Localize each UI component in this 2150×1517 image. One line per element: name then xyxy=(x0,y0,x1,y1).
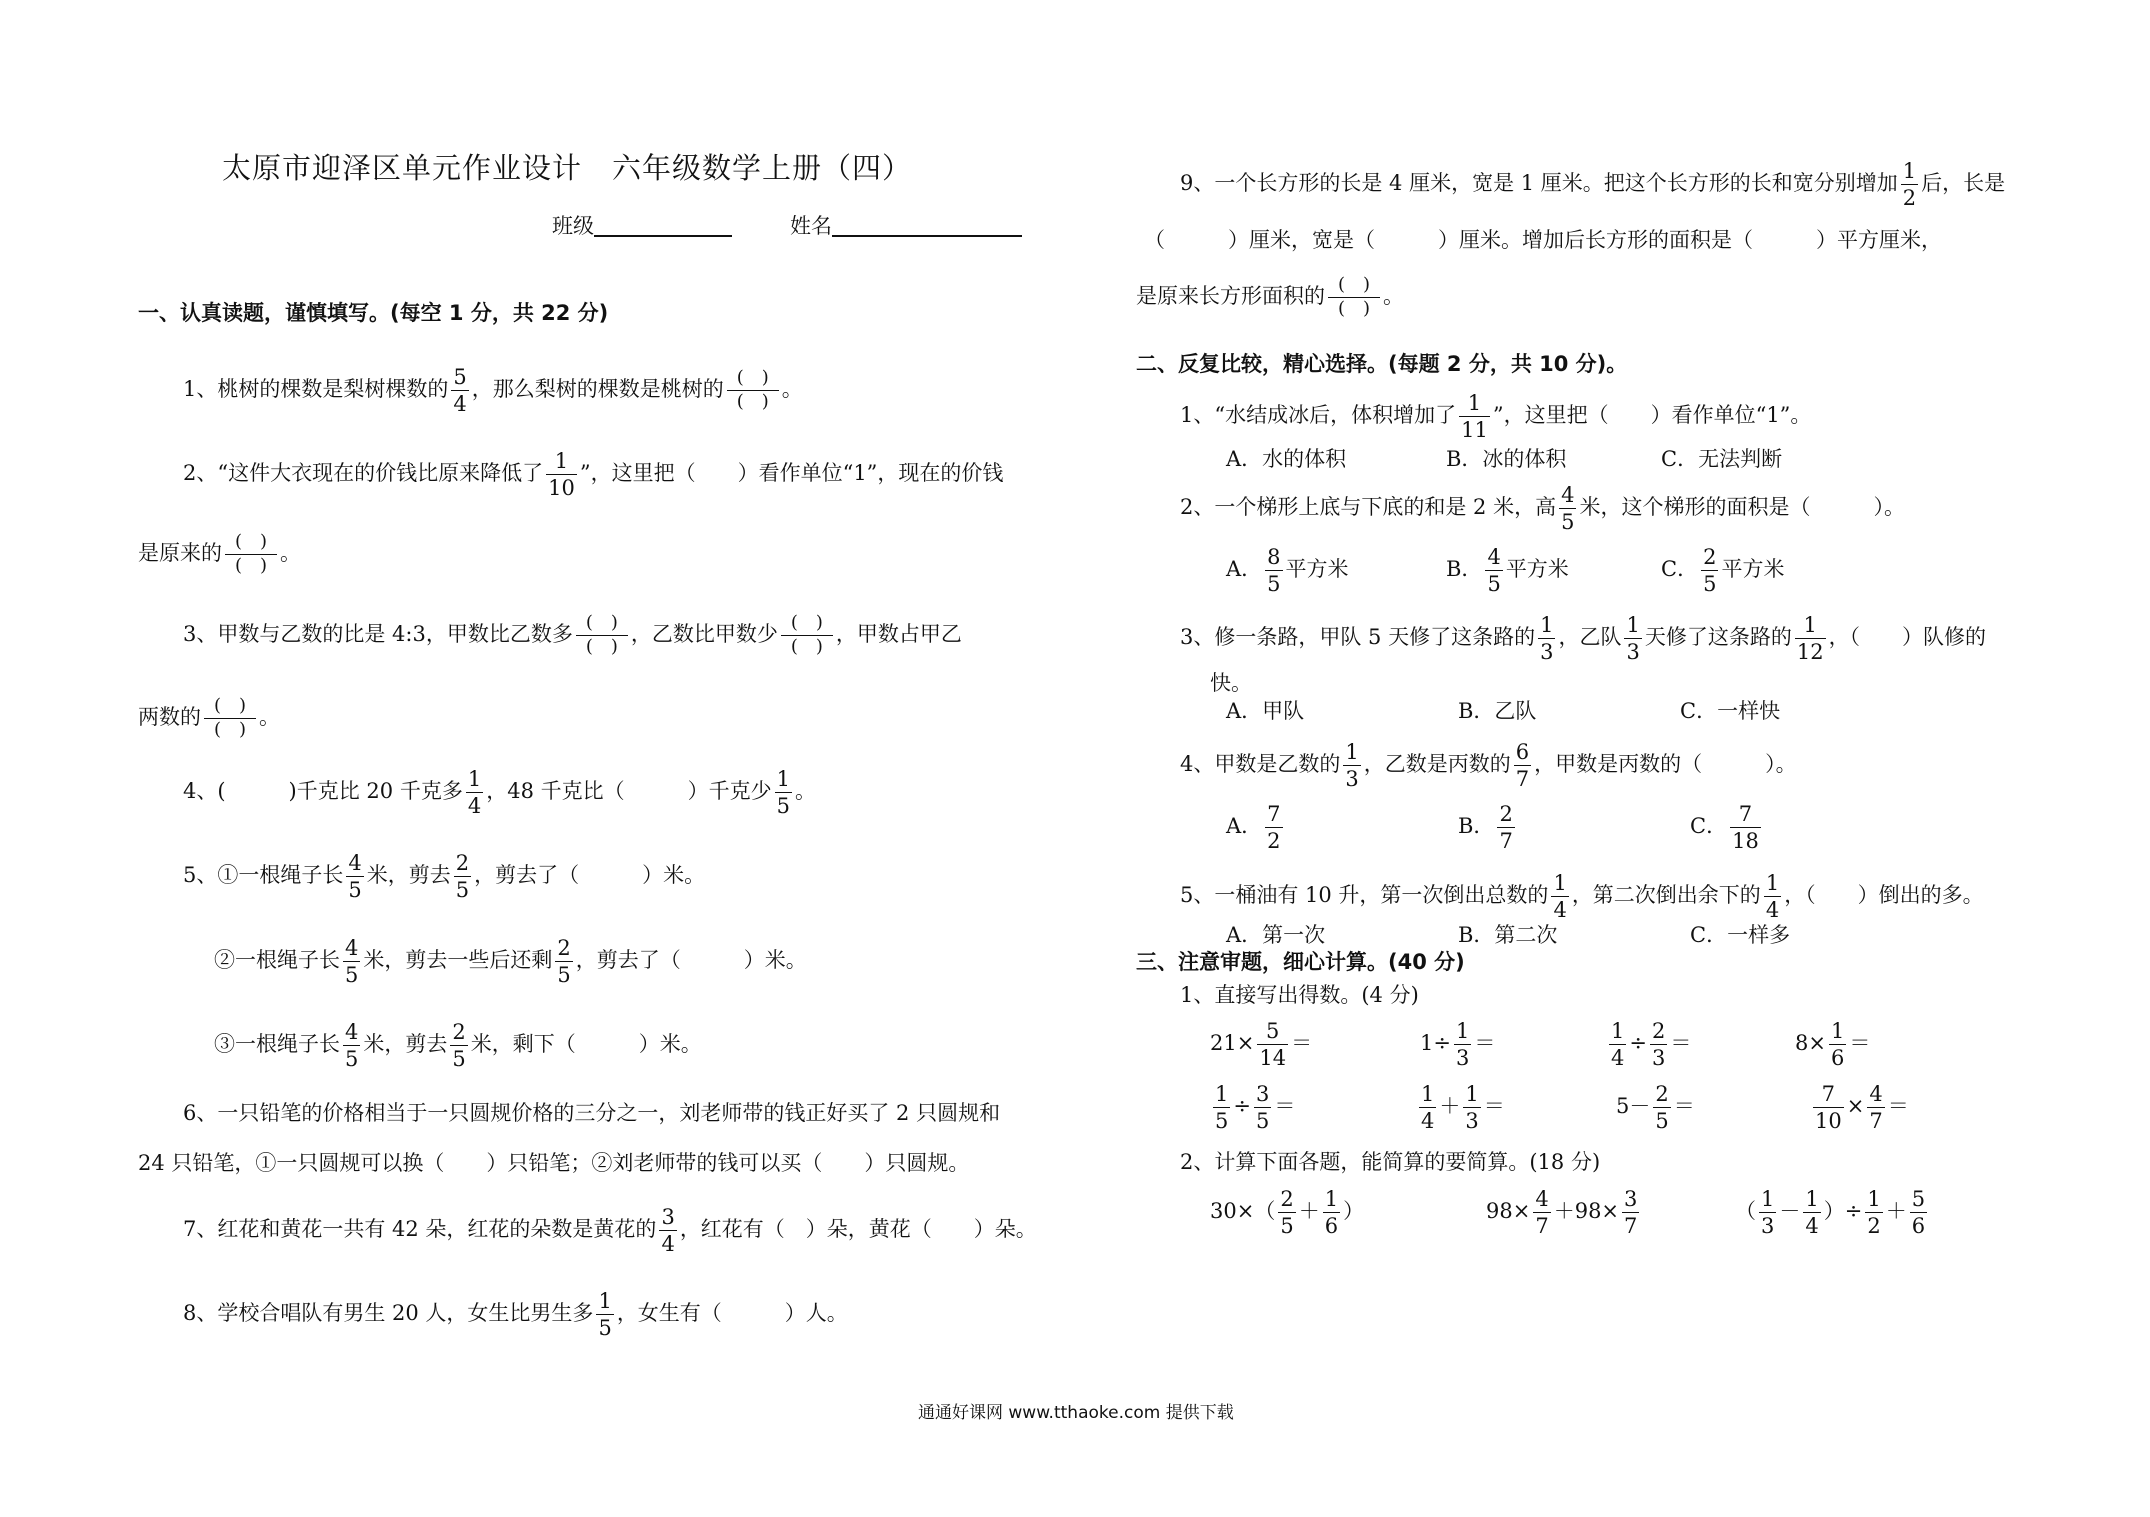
calculation-1: 30×（ $\frac{2}{5}$ ＋ $\frac{1}{6}$ ） xyxy=(1210,1187,1365,1239)
question-2-3: 3、修一条路，甲队 5 天修了这条路的 $\frac{1}{3}$ ，乙队 $\frac{1}{3}$ 天修了这条路的 $\frac{1}{12}$ ，（ ）队修的 xyxy=(1180,613,1987,665)
question-1-6: 6、一只铅笔的价格相当于一只圆规价格的三分之一，刘老师带的钱正好买了 2 只圆规和 xyxy=(183,1101,1001,1125)
calculation-3: （ $\frac{1}{3}$ － $\frac{1}{4}$ ）÷ $\frac{1}{2}$ ＋ $\frac{5}{6}$ xyxy=(1735,1187,1926,1239)
question-1-9-line2: （ ）厘米，宽是（ ）厘米。增加后长方形的面积是（ ）平方厘米， xyxy=(1144,228,1942,252)
answer-blank[interactable]: ( ) ( ) xyxy=(576,614,628,657)
expression-7: 5－ $\frac{2}{5}$ ＝ xyxy=(1616,1082,1695,1134)
question-2-3-option-a[interactable]: A．甲队 xyxy=(1226,699,1305,723)
question-1-2: 2、“这件大衣现在的价钱比原来降低了 $\frac{1}{10}$ ”，这里把（ ）看作单位“1”，现在的价钱 xyxy=(183,449,1004,501)
question-1-6-line2: 24 只铅笔，①一只圆规可以换（ ）只铅笔；②刘老师带的钱可以买（ ）只圆规。 xyxy=(138,1151,970,1175)
section2-heading: 二、反复比较，精心选择。(每题 2 分，共 10 分)。 xyxy=(1136,352,1628,376)
expression-3: $\frac{1}{4}$ ÷ $\frac{2}{3}$ ＝ xyxy=(1611,1019,1692,1071)
answer-blank[interactable]: ( ) ( ) xyxy=(727,369,779,412)
question-2-4-option-c[interactable]: C． $\frac{7}{18}$ xyxy=(1690,802,1759,854)
fraction: $\frac{4}{5}$ xyxy=(345,1020,359,1072)
question-2-3-option-b[interactable]: B．乙队 xyxy=(1458,699,1537,723)
expression-5: $\frac{1}{5}$ ÷ $\frac{3}{5}$ ＝ xyxy=(1215,1082,1296,1134)
fraction: $\frac{1}{11}$ xyxy=(1461,391,1488,443)
fraction: $\frac{2}{5}$ xyxy=(455,851,470,903)
fraction: $\frac{1}{5}$ xyxy=(598,1289,612,1341)
fraction: $\frac{4}{5}$ xyxy=(345,936,359,988)
answer-blank[interactable]: ( ) ( ) xyxy=(1328,276,1380,319)
page-title: 太原市迎泽区单元作业设计 六年级数学上册（四） xyxy=(222,151,913,185)
question-2-2: 2、一个梯形上底与下底的和是 2 米，高 $\frac{4}{5}$ 米，这个梯形的面积是（ ）。 xyxy=(1180,483,1905,535)
question-1-9-line3: 是原来长方形面积的 ( ) ( ) 。 xyxy=(1136,274,1404,319)
answer-blank[interactable]: ( ) ( ) xyxy=(225,533,277,576)
class-blank[interactable] xyxy=(594,213,732,237)
name-label: 姓名 xyxy=(790,214,832,238)
answer-blank[interactable]: ( ) ( ) xyxy=(781,614,833,657)
question-2-4: 4、甲数是乙数的 $\frac{1}{3}$ ，乙数是丙数的 $\frac{6}{7}$ ，甲数是丙数的（ ）。 xyxy=(1180,740,1797,792)
question-2-1-option-a[interactable]: A．水的体积 xyxy=(1226,447,1347,471)
question-2-2-option-a[interactable]: A． $\frac{8}{5}$ 平方米 xyxy=(1226,545,1349,597)
question-2-5-option-a[interactable]: A．第一次 xyxy=(1226,923,1326,947)
question-1-9: 9、一个长方形的长是 4 厘米，宽是 1 厘米。把这个长方形的长和宽分别增加 $\frac{1}{2}$ 后，长是 xyxy=(1180,159,2006,211)
question-2-4-option-b[interactable]: B． $\frac{2}{7}$ xyxy=(1458,802,1513,854)
fraction: $\frac{1}{10}$ xyxy=(548,449,575,501)
section3-heading: 三、注意审题，细心计算。(40 分) xyxy=(1136,950,1465,974)
question-2-2-option-c[interactable]: C． $\frac{2}{5}$ 平方米 xyxy=(1661,545,1785,597)
fraction: $\frac{4}{5}$ xyxy=(1561,483,1575,535)
class-field xyxy=(552,213,732,237)
fraction: $\frac{3}{4}$ xyxy=(661,1205,675,1257)
name-blank[interactable] xyxy=(832,213,1022,237)
question-1-4: 4、( )千克比 20 千克多 $\frac{1}{4}$ ，48 千克比（ ）千克少 $\frac{1}{5}$ 。 xyxy=(183,767,816,819)
expression-4: 8× $\frac{1}{6}$ ＝ xyxy=(1795,1019,1871,1071)
question-1-7: 7、红花和黄花一共有 42 朵，红花的朵数是黄花的 $\frac{3}{4}$ ，红花有（ ）朵，黄花（ ）朵。 xyxy=(183,1205,1037,1257)
name-field xyxy=(790,213,1022,237)
question-2-5-option-b[interactable]: B．第二次 xyxy=(1458,923,1558,947)
section3-sub2: 2、计算下面各题，能简算的要简算。(18 分) xyxy=(1180,1150,1601,1174)
question-1-5-a: 5、①一根绳子长 $\frac{4}{5}$ 米，剪去 $\frac{2}{5}$ ，剪去了（ ）米。 xyxy=(183,851,706,903)
section3-sub1: 1、直接写出得数。(4 分) xyxy=(1180,983,1419,1007)
question-2-1-option-c[interactable]: C．无法判断 xyxy=(1661,447,1783,471)
expression-2: 1÷ $\frac{1}{3}$ ＝ xyxy=(1420,1019,1496,1071)
question-1-8: 8、学校合唱队有男生 20 人，女生比男生多 $\frac{1}{5}$ ，女生有（ ）人。 xyxy=(183,1289,848,1341)
question-2-3-line2: 快。 xyxy=(1210,671,1252,695)
calculation-2: 98× $\frac{4}{7}$ ＋98× $\frac{3}{7}$ xyxy=(1486,1187,1638,1239)
question-2-5-option-c[interactable]: C．一样多 xyxy=(1690,923,1791,947)
fraction: $\frac{1}{5}$ xyxy=(776,767,790,819)
fraction: $\frac{2}{5}$ xyxy=(557,936,571,988)
fraction: $\frac{5}{4}$ xyxy=(453,365,467,417)
question-2-1: 1、“水结成冰后，体积增加了 $\frac{1}{11}$ ”，这里把（ ）看作单位“1”。 xyxy=(1180,391,1812,443)
question-2-1-option-b[interactable]: B．冰的体积 xyxy=(1446,447,1567,471)
question-2-2-option-b[interactable]: B． $\frac{4}{5}$ 平方米 xyxy=(1446,545,1569,597)
answer-blank[interactable]: ( ) ( ) xyxy=(204,697,256,740)
question-1-5-c: ③一根绳子长 $\frac{4}{5}$ 米，剪去 $\frac{2}{5}$ 米，剩下（ ）米。 xyxy=(214,1020,702,1072)
fraction: $\frac{2}{5}$ xyxy=(452,1020,466,1072)
question-1-3-line2: 两数的 ( ) ( ) 。 xyxy=(138,695,280,740)
expression-8: $\frac{7}{10}$ × $\frac{4}{7}$ ＝ xyxy=(1815,1082,1909,1134)
question-1-3: 3、甲数与乙数的比是 4:3，甲数比乙数多 ( ) ( ) ，乙数比甲数少 ( ) ( ) ，甲数占甲乙 xyxy=(183,612,962,657)
question-2-4-option-a[interactable]: A． $\frac{7}{2}$ xyxy=(1226,802,1281,854)
question-2-5: 5、一桶油有 10 升，第一次倒出总数的 $\frac{1}{4}$ ，第二次倒出余下的 $\frac{1}{4}$ ，（ ）倒出的多。 xyxy=(1180,871,1984,923)
question-2-3-option-c[interactable]: C．一样快 xyxy=(1680,699,1781,723)
question-1-2-line2: 是原来的 ( ) ( ) 。 xyxy=(138,531,301,576)
expression-6: $\frac{1}{4}$ ＋ $\frac{1}{3}$ ＝ xyxy=(1421,1082,1505,1134)
fraction: $\frac{4}{5}$ xyxy=(348,851,362,903)
section1-heading: 一、认真读题，谨慎填写。(每空 1 分，共 22 分) xyxy=(138,301,609,325)
question-1-5-b: ②一根绳子长 $\frac{4}{5}$ 米，剪去一些后还剩 $\frac{2}{5}$ ，剪去了（ ）米。 xyxy=(214,936,807,988)
question-1-1: 1、桃树的棵数是梨树棵数的 $\frac{5}{4}$ ，那么梨树的棵数是桃树的 ( ) ( ) 。 xyxy=(183,365,803,417)
fraction: $\frac{1}{4}$ xyxy=(467,767,482,819)
fraction: $\frac{1}{2}$ xyxy=(1902,159,1917,211)
footer-credit: 通通好课网 www.tthaoke.com 提供下载 xyxy=(918,1403,1234,1423)
class-label: 班级 xyxy=(552,214,594,238)
expression-1: 21× $\frac{5}{14}$ ＝ xyxy=(1210,1019,1313,1071)
